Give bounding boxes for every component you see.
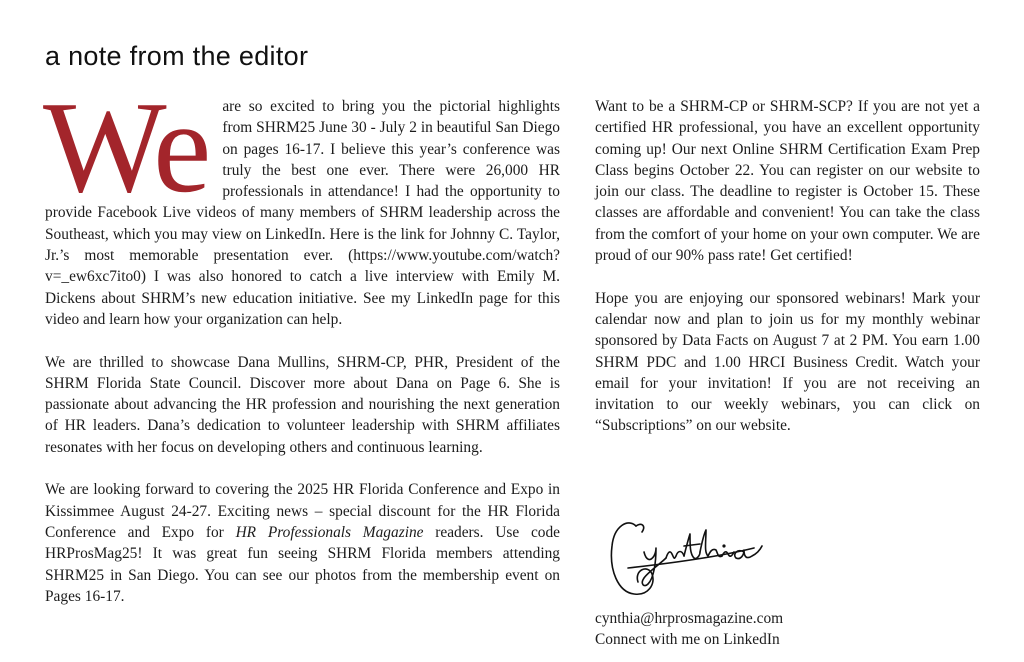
conference-paragraph <box>45 479 560 607</box>
signature-image <box>604 512 764 604</box>
drop-cap: We <box>43 75 209 220</box>
intro-paragraph <box>43 75 560 330</box>
page-title: a note from the editor <box>45 41 309 71</box>
magazine-title: HR Professionals Magazine <box>235 523 424 541</box>
linkedin-link[interactable]: Connect with me on LinkedIn <box>595 631 780 649</box>
webinar-paragraph: Hope you are enjoying our sponsored webinars! Mark your calendar now and plan to join us for my monthly webinar sponsored by Data Facts on August 7 at 2 PM. You earn 1.00 SHRM PDC and 1.00 HRCI Business Credit. Watch your email for your invitation! If you are not receiving an invitation to our weekly webinars, you can click on “Subscriptions” on our website. <box>595 289 980 435</box>
right-column <box>595 96 980 458</box>
intro-paragraph-text: are so excited to bring you the pictorial highlights from SHRM25 June 30 - July 2 in beautiful San Diego on pages 16-17. I believe this year’s conference was truly the best one ever. There were 26,000 HR professionals in attendance! I had the opportunity to provide Facebook Live videos of many members of SHRM leadership across the Southeast, which you may view on LinkedIn. Here is the link for Johnny C. Taylor, Jr.’s most memorable presentation ever. (https://www.youtube.com/watch?v=_ew6xc7ito0) I was also honored to catch a live interview with Emily M. Dickens about SHRM’s new education initiative. See my LinkedIn page for this video and learn how your organization can help. <box>45 98 560 328</box>
contact-block <box>595 608 783 651</box>
editor-email[interactable]: cynthia@hrprosmagazine.com <box>595 610 784 627</box>
certification-paragraph: Want to be a SHRM-CP or SHRM-SCP? If you are not yet a certified HR professional, you have an excellent opportunity coming up! Our next Online SHRM Certification Exam Prep Class begins October 22. You can register on our website to join our class. The deadline to register is October 15. These classes are affordable and convenient! You can take the class from the comfort of your home on your own computer. We are proud of our 90% pass rate! Get certified! <box>595 98 980 265</box>
left-column <box>43 75 560 628</box>
conference-text-end: readers. Use code HRProsMag25! It was great fun seeing SHRM Florida members attending SHRM25 in San Diego. You can see our photos from the membership event on Pages 16-17. <box>45 523 560 605</box>
dana-mullins-paragraph: We are thrilled to showcase Dana Mullins, SHRM-CP, PHR, President of the SHRM Florida State Council. Discover more about Dana on Page 6. She is passionate about advancing the HR profession and nourishing the next generation of HR leaders. Dana’s dedication to volunteer leadership with SHRM affiliates resonates with her focus on developing others and continuous learning. <box>45 353 560 456</box>
conference-text-start: We are looking forward to covering the 2025 HR Florida Conference and Expo in Kissimmee August 24-27. Exciting news – special discount for the HR Florida Conference and Expo for <box>45 481 560 541</box>
